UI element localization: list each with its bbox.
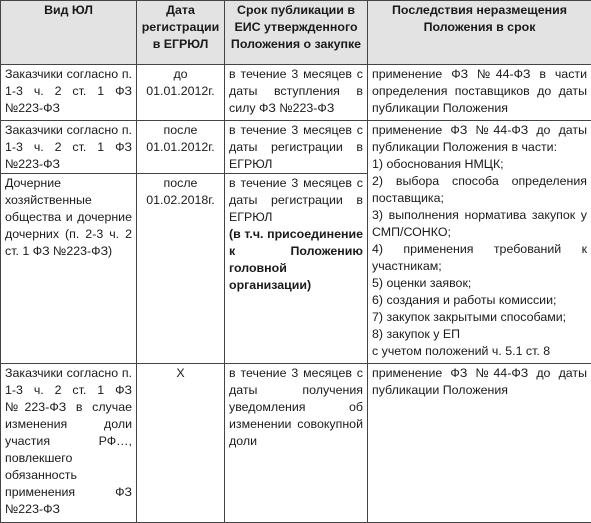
cell-publication-term: в течение 3 месяцев с даты вступления в силу ФЗ №223-ФЗ [225, 65, 368, 121]
consequence-intro: применение ФЗ №44-ФЗ до даты публикации Положения в части: [372, 122, 587, 156]
term-note: (в т.ч. присоединение к Положению головной организации) [229, 226, 363, 294]
consequence-item: 5) оценки заявок; [372, 275, 587, 292]
cell-registration-date: после 01.01.2012г. [137, 121, 225, 174]
cell-consequence-merged [368, 121, 591, 364]
consequence-item: 1) обоснования НМЦК; [372, 156, 587, 173]
term-text: в течение 3 месяцев с даты регистрации в ЕГРЮЛ [229, 175, 363, 226]
header-registration-date: Дата регистрации в ЕГРЮЛ [137, 1, 225, 65]
consequence-item: 7) закупок закрытыми способами; [372, 309, 587, 326]
cell-registration-date: Х [137, 364, 225, 523]
consequence-item: 4) применения требований к участникам; [372, 241, 587, 275]
cell-consequence: применение ФЗ №44-ФЗ до даты публикации Положения [368, 364, 591, 523]
header-row [1, 1, 591, 65]
cell-publication-term: в течение 3 месяцев с даты регистрации в ЕГРЮЛ [225, 121, 368, 174]
cell-entity-type: Заказчики согласно п. 1-3 ч. 2 ст. 1 ФЗ №223-ФЗ [1, 121, 137, 174]
consequence-item: 2) выбора способа определения поставщика; [372, 173, 587, 207]
cell-publication-term: в течение 3 месяцев с даты получения уведомления об изменении совокупной доли [225, 364, 368, 523]
cell-registration-date: после 01.02.2018г. [137, 174, 225, 364]
cell-registration-date: до 01.01.2012г. [137, 65, 225, 121]
table-row [1, 65, 591, 121]
cell-publication-term [225, 174, 368, 364]
consequence-item: 8) закупок у ЕП [372, 326, 587, 343]
cell-consequence: применение ФЗ №44-ФЗ в части определения поставщиков до даты публикации Положения [368, 65, 591, 121]
cell-entity-type: Заказчики согласно п. 1-3 ч. 2 ст. 1 ФЗ №223-ФЗ [1, 65, 137, 121]
consequence-item: 3) выполнения норматива закупок у СМП/СОНКО; [372, 207, 587, 241]
header-consequences: Последствия неразмещения Положения в срок [368, 1, 591, 65]
cell-entity-type: Заказчики согласно п. 1-3 ч. 2 ст. 1 ФЗ №223-ФЗ в случае изменения доли участия РФ…, повлекшего обязанность применения ФЗ №223-ФЗ [1, 364, 137, 523]
table-row [1, 121, 591, 174]
cell-entity-type: Дочерние хозяйственные общества и дочерние дочерних (п. 2-3 ч. 2 ст. 1 ФЗ №223-ФЗ) [1, 174, 137, 364]
header-entity-type: Вид ЮЛ [1, 1, 137, 65]
table-row [1, 364, 591, 523]
header-publication-term: Срок публикации в ЕИС утвержденного Положения о закупке [225, 1, 368, 65]
consequence-item: 6) создания и работы комиссии; [372, 292, 587, 309]
consequence-footer: с учетом положений ч. 5.1 ст. 8 [372, 343, 587, 360]
